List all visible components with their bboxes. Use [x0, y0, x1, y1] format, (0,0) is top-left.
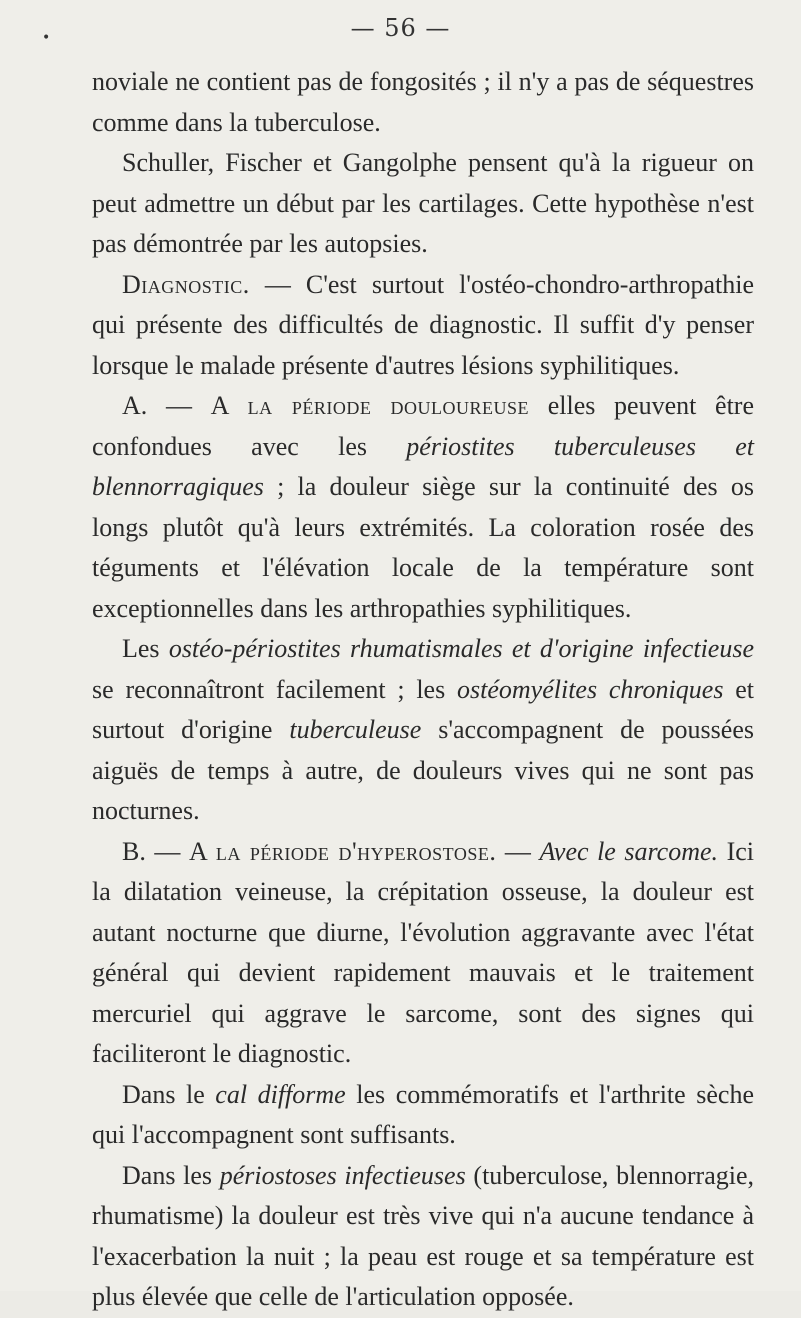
text-d2: les commémoratifs et l'arthrite sèche qui l'accompagnent sont suffisants.: [92, 1079, 754, 1149]
text-e1: Dans les: [122, 1160, 220, 1190]
paragraph-hyperostose: [92, 832, 754, 1075]
marker-a: A. —: [122, 391, 211, 420]
paragraph-periostoses: [92, 1156, 754, 1318]
text-b3: et surtout d'origine: [92, 674, 755, 744]
text-b4: s'accompagnent de poussées aiguës de temps à autre, de douleurs vives qui ne sont pas nocturnes.: [92, 715, 754, 825]
text-d1: Dans le: [122, 1079, 216, 1109]
paragraph-diagnostic: [92, 265, 754, 387]
text-c1: —: [496, 836, 540, 866]
italic-c1: Avec le sarcome.: [539, 836, 719, 866]
heading-diagnostic: Diagnostic.: [122, 269, 250, 299]
diagnostic-text: — C'est surtout l'ostéo-chondro-arthropathie qui présente des difficultés de diagnostic. Il suffit d'y penser lorsque le malade présente d'autres lésions syphilitiques.: [92, 269, 754, 380]
italic-e1: périostoses infectieuses: [219, 1160, 466, 1190]
italic-b1: ostéo-périostites rhumatismales et d'origine infectieuse: [168, 634, 754, 663]
text-e2: (tuberculose, blennorragie, rhumatisme) la douleur est très vive qui n'a aucune tendance à l'exacerbation la nuit ; la peau est rouge et sa température est plus élevée que celle de l'articulation opposée.: [92, 1160, 754, 1311]
body-text: [92, 62, 754, 1318]
paragraph-osteo-periostites: [92, 629, 754, 832]
paragraph-cal-difforme: [92, 1075, 754, 1156]
bullet-mark: •: [42, 30, 51, 46]
marker-b: B. —: [122, 836, 189, 866]
heading-hyperostose: A la période d'hyperostose.: [188, 836, 497, 866]
paragraph-periode-douloureuse: [92, 386, 754, 629]
text-a2: ; la douleur siège sur la continuité des os longs plutôt qu'à leurs extrémités. La coloration rosée des téguments et l'élévation locale de la température sont exceptionnelles dans les arthropathies syphilitiques.: [92, 472, 754, 623]
text-b1: Les: [122, 634, 169, 663]
text-c2: Ici la dilatation veineuse, la crépitation osseuse, la douleur est autant nocturne que diurne, l'évolution aggravante avec l'état général qui devient rapidement mauvais et le traitement mercuriel qui aggrave le sarcome, sont des signes qui faciliteront le diagnostic.: [92, 836, 755, 1068]
heading-periode-douloureuse: A la période douloureuse: [210, 391, 530, 420]
page-number: — 56 —: [350, 14, 451, 42]
italic-b2: ostéomyélites chroniques: [457, 674, 724, 704]
italic-a1: périostites tuberculeuses et blennorragiques: [92, 431, 755, 501]
italic-b3: tuberculeuse: [289, 715, 422, 744]
text-a1: elles peuvent être confondues avec les: [92, 391, 754, 461]
text-b2: se reconnaîtront facilement ; les: [92, 674, 458, 704]
paragraph-schuller: Schuller, Fischer et Gangolphe pensent qu'à la rigueur on peut admettre un début par les cartilages. Cette hypothèse n'est pas démontrée par les autopsies.: [92, 148, 754, 258]
paragraph-continuation: noviale ne contient pas de fongosités ; il n'y a pas de séquestres comme dans la tuberculose.: [92, 67, 754, 137]
italic-d1: cal difforme: [215, 1079, 346, 1109]
